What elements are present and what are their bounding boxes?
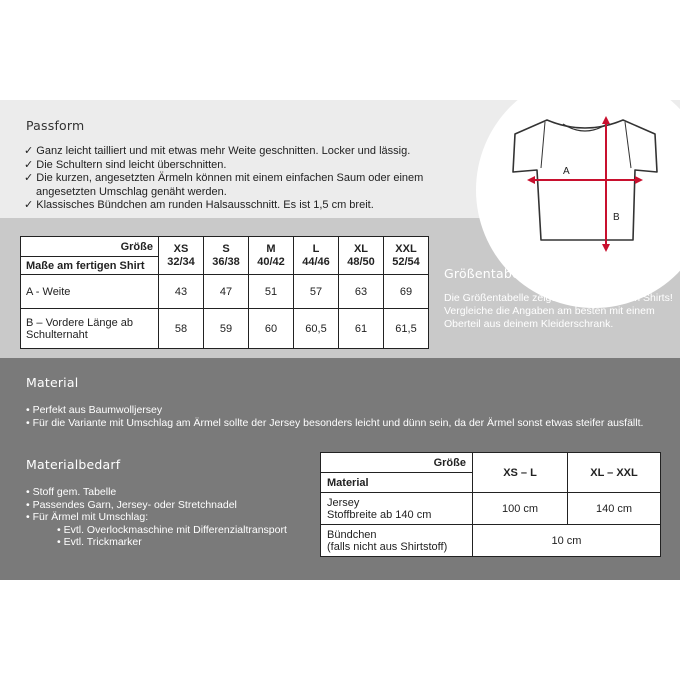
cell-a-xxl: 69 — [384, 275, 429, 309]
table-row — [321, 525, 661, 557]
cell-a-xl: 63 — [339, 275, 384, 309]
row-label-a: A - Weite — [21, 275, 159, 309]
list-subitem: • Evtl. Overlockmaschine mit Differenzialtransport — [57, 523, 287, 536]
mat-subheader-label: Material — [321, 473, 473, 493]
cell-a-l: 57 — [294, 275, 339, 309]
mat-jersey-val1: 100 cm — [473, 493, 568, 525]
tshirt-diagram — [505, 108, 665, 253]
passform-item: ✓ Die Schultern sind leicht überschnitten. — [24, 158, 227, 171]
passform-title: Passform — [26, 118, 85, 133]
list-subitem: • Evtl. Trickmarker — [57, 536, 142, 549]
mat-jersey-label: Jersey Stoffbreite ab 140 cm — [321, 493, 473, 525]
table-row — [21, 275, 429, 309]
row-label-b: B – Vordere Länge ab Schulternaht — [21, 309, 159, 349]
table-row — [321, 493, 661, 525]
measure-b-label: B — [613, 212, 620, 223]
materialbedarf-list — [26, 486, 326, 549]
mat-header-label: Größe — [321, 453, 473, 473]
materialbedarf-title: Materialbedarf — [26, 457, 121, 472]
passform-item: ✓ Ganz leicht tailliert und mit etwas mehr Weite geschnitten. Locker und lässig. — [24, 145, 411, 157]
passform-list — [24, 145, 464, 213]
material-list — [26, 404, 666, 430]
cell-b-xxl: 61,5 — [384, 309, 429, 349]
passform-item: ✓ Klassisches Bündchen am runden Halsausschnitt. Es ist 1,5 cm breit. — [24, 199, 374, 212]
groessentabelle-title: Größentabelle — [444, 266, 536, 281]
measure-a-arrow-right — [635, 176, 643, 184]
list-item: • Für die Variante mit Umschlag am Ärmel sollte der Jersey besonders leicht und dünn sein, da der Ärmel sonst etwas steifer ausfällt. — [26, 417, 644, 429]
cell-a-m: 51 — [249, 275, 294, 309]
measure-a-arrow-left — [527, 176, 535, 184]
size-col-l: L 44/46 — [294, 237, 339, 275]
list-item: • Passendes Garn, Jersey- oder Stretchnadel — [26, 498, 237, 511]
list-item: • Perfekt aus Baumwolljersey — [26, 404, 163, 416]
measure-b-arrow-top — [602, 116, 610, 124]
cell-a-xs: 43 — [159, 275, 204, 309]
material-title: Material — [26, 375, 79, 390]
cell-b-l: 60,5 — [294, 309, 339, 349]
size-subheader-label: Maße am fertigen Shirt — [21, 257, 159, 275]
measure-a-label: A — [563, 166, 570, 177]
passform-item: ✓ Die kurzen, angesetzten Ärmeln können mit einem einfachen Saum oder einem angesetzten Umschlag genäht werden. — [24, 172, 424, 198]
cell-a-s: 47 — [204, 275, 249, 309]
groessentabelle-text: Die Größentabelle zeigt Maße der fertigen Shirts! Vergleiche die Angaben am besten mit einem Oberteil aus deinem Kleiderschrank. — [444, 292, 673, 330]
size-col-xs: XS 32/34 — [159, 237, 204, 275]
mat-col-xl-xxl: XL – XXL — [568, 453, 661, 493]
cell-b-xs: 58 — [159, 309, 204, 349]
list-item: • Stoff gem. Tabelle — [26, 486, 117, 498]
cell-b-m: 60 — [249, 309, 294, 349]
mat-buendchen-val: 10 cm — [473, 525, 661, 557]
material-table — [320, 452, 661, 557]
mat-jersey-val2: 140 cm — [568, 493, 661, 525]
table-row — [21, 309, 429, 349]
mat-buendchen-label: Bündchen (falls nicht aus Shirtstoff) — [321, 525, 473, 557]
measure-b-arrow-bottom — [602, 244, 610, 252]
size-table — [20, 236, 429, 349]
size-col-s: S 36/38 — [204, 237, 249, 275]
cell-b-s: 59 — [204, 309, 249, 349]
size-col-xl: XL 48/50 — [339, 237, 384, 275]
list-item: • Für Ärmel mit Umschlag: — [26, 511, 149, 524]
size-col-m: M 40/42 — [249, 237, 294, 275]
mat-col-xs-l: XS – L — [473, 453, 568, 493]
size-col-xxl: XXL 52/54 — [384, 237, 429, 275]
cell-b-xl: 61 — [339, 309, 384, 349]
size-header-label: Größe — [21, 237, 159, 257]
